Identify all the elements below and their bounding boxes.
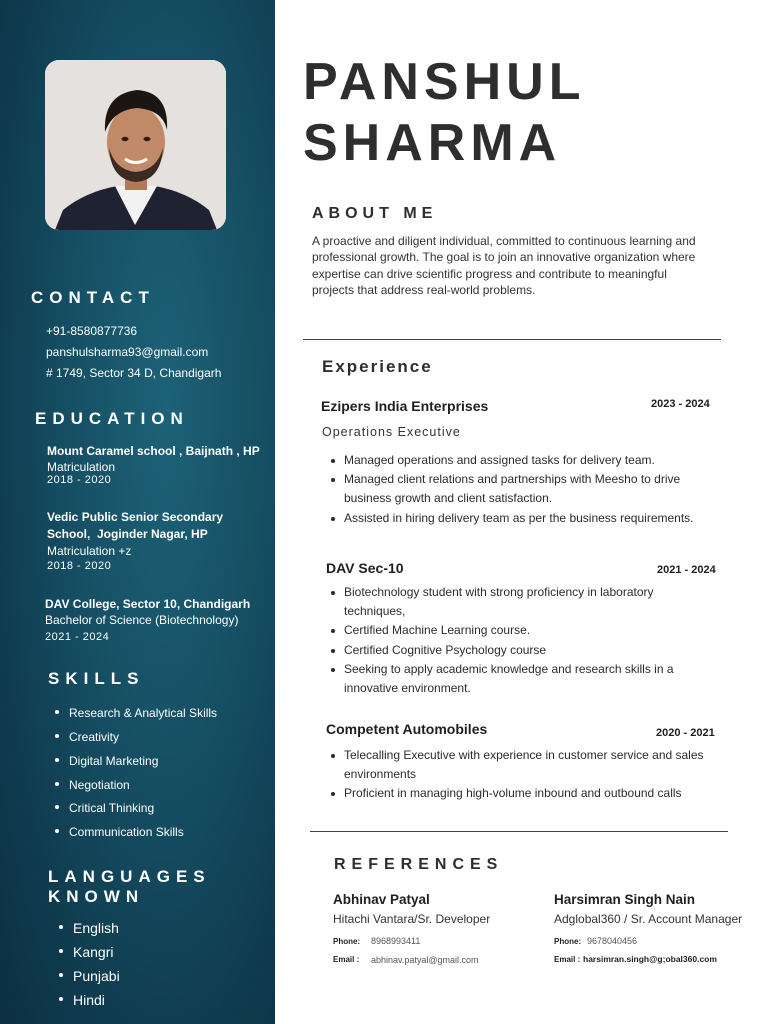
languages-heading: LANGUAGES [48, 867, 211, 886]
contact-address: # 1749, Sector 34 D, Chandigarh [46, 366, 222, 380]
bullet-icon [59, 973, 63, 977]
bullet-icon [55, 710, 59, 714]
reference-email-label: Email : [554, 955, 581, 964]
language-item: Punjabi [59, 968, 120, 984]
job-bullets [326, 583, 706, 698]
divider [310, 831, 728, 832]
reference-email[interactable]: abhinav.patyal@gmail.com [371, 955, 479, 965]
reference-email[interactable]: harsimran.singh@g;obal360.com [583, 954, 717, 964]
sidebar [0, 0, 275, 1024]
job-bullet: Seeking to apply academic knowledge and research skills in a innovative environment. [326, 660, 706, 698]
contact-phone[interactable]: +91-8580877736 [46, 324, 138, 338]
name-first: PANSHUL [303, 53, 586, 111]
education-school: Mount Caramel school , Baijnath , HP [47, 444, 260, 458]
job-dates: 2023 - 2024 [651, 398, 710, 410]
bullet-icon [55, 805, 59, 809]
skill-item: Communication Skills [55, 825, 184, 839]
references-heading: REFERENCES [334, 856, 504, 873]
job-dates: 2020 - 2021 [656, 727, 715, 739]
reference-phone[interactable]: 8968993411 [371, 936, 421, 946]
education-school: DAV College, Sector 10, Chandigarh [45, 597, 251, 611]
language-item: English [59, 920, 119, 936]
experience-heading: Experience [322, 357, 433, 376]
about-heading: ABOUT ME [312, 205, 438, 222]
education-degree: Matriculation [47, 460, 116, 474]
reference-role: Hitachi Vantara/Sr. Developer [333, 912, 491, 926]
bullet-icon [59, 925, 63, 929]
job-bullets [326, 451, 721, 528]
reference-phone-label: Phone: [333, 937, 361, 946]
skill-item: Negotiation [55, 778, 130, 792]
language-item: Hindi [59, 992, 105, 1008]
education-years: 2018 - 2020 [47, 560, 112, 572]
contact-email[interactable]: panshulsharma93@gmail.com [46, 345, 209, 359]
job-role: Operations Executive [322, 425, 461, 439]
bullet-icon [55, 758, 59, 762]
job-bullet: Proficient in managing high-volume inbound and outbound calls [326, 784, 711, 803]
job-company: DAV Sec-10 [326, 560, 404, 576]
contact-heading: CONTACT [31, 288, 155, 307]
education-years: 2018 - 2020 [47, 474, 112, 486]
about-text: A proactive and diligent individual, committed to continuous learning and professional growth. The goal is to join an innovative organization where expertise can drive scientific progress and contribute to meaningful projects that address real-world problems. [312, 234, 696, 297]
education-heading: EDUCATION [35, 409, 189, 428]
divider [303, 339, 721, 340]
job-bullet: Managed client relations and partnerships with Meesho to drive business growth and client satisfaction. [326, 470, 721, 508]
job-dates: 2021 - 2024 [657, 564, 716, 576]
reference-name: Abhinav Patyal [333, 892, 430, 907]
reference-role: Adglobal360 / Sr. Account Manager [554, 912, 743, 926]
job-company: Competent Automobiles [326, 721, 488, 737]
language-item: Kangri [59, 944, 113, 960]
profile-photo [45, 60, 226, 230]
reference-phone-label: Phone: [554, 937, 582, 946]
bullet-icon [55, 734, 59, 738]
skill-item: Research & Analytical Skills [55, 706, 217, 720]
education-school: School, Joginder Nagar, HP [47, 527, 208, 541]
education-school: Vedic Public Senior Secondary [47, 510, 224, 524]
bullet-icon [59, 949, 63, 953]
bullet-icon [55, 829, 59, 833]
skill-item: Digital Marketing [55, 754, 158, 768]
job-bullet: Certified Machine Learning course. [326, 621, 706, 640]
reference-email-label: Email : [333, 955, 360, 964]
languages-heading: KNOWN [48, 887, 145, 906]
skill-item: Creativity [55, 730, 119, 744]
job-bullet: Biotechnology student with strong proficiency in laboratory techniques, [326, 583, 706, 621]
job-company: Ezipers India Enterprises [321, 398, 489, 414]
bullet-icon [59, 997, 63, 1001]
job-bullet: Assisted in hiring delivery team as per the business requirements. [326, 509, 721, 528]
education-degree: Bachelor of Science (Biotechnology) [45, 613, 239, 627]
bullet-icon [55, 782, 59, 786]
name-last: SHARMA [303, 114, 562, 172]
skills-heading: SKILLS [48, 669, 145, 688]
job-bullet: Managed operations and assigned tasks for delivery team. [326, 451, 721, 470]
reference-phone[interactable]: 9678040456 [587, 936, 638, 946]
job-bullet: Certified Cognitive Psychology course [326, 641, 706, 660]
job-bullet: Telecalling Executive with experience in customer service and sales environments [326, 746, 711, 784]
job-bullets [326, 746, 711, 804]
skill-item: Critical Thinking [55, 801, 154, 815]
education-years: 2021 - 2024 [45, 631, 110, 643]
education-degree: Matriculation +z [47, 544, 132, 558]
reference-name: Harsimran Singh Nain [554, 892, 696, 907]
